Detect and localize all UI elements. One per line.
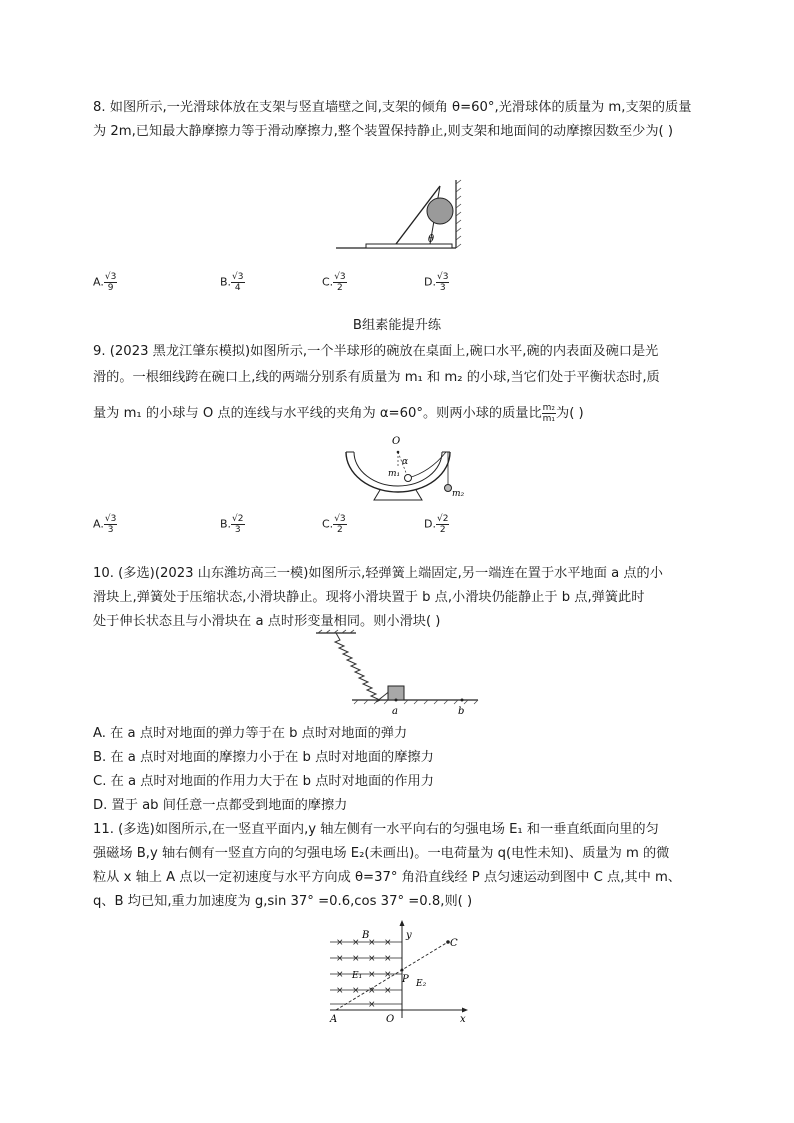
svg-text:×: ×	[368, 970, 376, 980]
q9-alpha-label: α	[402, 457, 409, 467]
q10-option-c[interactable]: C. 在 a 点时对地面的作用力大于在 b 点时对地面的作用力	[93, 774, 434, 789]
q10-a-label: a	[392, 706, 398, 717]
q8-option-d[interactable]: D. $\frac{√3}{3}$	[424, 272, 449, 293]
q11-stem-line4: q、B 均已知,重力加速度为 g,sin 37° =0.6,cos 37° =0.8,则( )	[93, 894, 473, 909]
q8-option-b[interactable]: B. $\frac{√3}{4}$	[220, 272, 244, 293]
svg-text:×: ×	[352, 954, 360, 964]
svg-text:×: ×	[336, 954, 344, 964]
q9-m2-label: m₂	[452, 489, 465, 499]
q10-stem-line2: 滑块上,弹簧处于压缩状态,小滑块静止。现将小滑块置于 b 点,小滑块仍能静止于 b 点,弹簧此时	[93, 590, 645, 605]
q9-option-d[interactable]: D. $\frac{√2}{2}$	[424, 514, 449, 535]
svg-text:×: ×	[368, 954, 376, 964]
q11-P-label: P	[402, 974, 409, 985]
q11-figure	[322, 918, 472, 1025]
section-b-heading: B组素能提升练	[352, 318, 442, 333]
svg-text:×: ×	[384, 970, 392, 980]
q10-option-d[interactable]: D. 置于 ab 间任意一点都受到地面的摩擦力	[93, 798, 348, 813]
q11-B-label: B	[362, 930, 370, 941]
q9-option-a[interactable]: A. $\frac{√3}{3}$	[93, 514, 117, 535]
q11-stem-line2: 强磁场 B,y 轴右侧有一竖直方向的匀强电场 E₂(未画出)。一电荷量为 q(电性未知)、质量为 m 的微	[93, 846, 670, 861]
svg-text:×: ×	[368, 1000, 376, 1010]
q9-stem-line3-b: 为( )	[556, 406, 584, 421]
svg-text:×: ×	[336, 938, 344, 948]
svg-text:×: ×	[368, 986, 376, 996]
q10-option-b[interactable]: B. 在 a 点时对地面的摩擦力小于在 b 点时对地面的摩擦力	[93, 750, 434, 765]
svg-text:×: ×	[336, 986, 344, 996]
svg-text:×: ×	[384, 938, 392, 948]
q9-stem-line3-a: 量为 m₁ 的小球与 O 点的连线与水平线的夹角为 α=60°。则两小球的质量比	[93, 406, 542, 421]
q11-stem-line3: 粒从 x 轴上 A 点以一定初速度与水平方向成 θ=37° 角沿直线经 P 点匀速运动到图中 C 点,其中 m、	[93, 870, 681, 885]
q10-stem-line1: 10. (多选)(2023 山东潍坊高三一模)如图所示,轻弹簧上端固定,另一端连在置于水平地面 a 点的小	[93, 566, 663, 581]
q9-stem-line3	[93, 402, 584, 424]
svg-text:×: ×	[336, 970, 344, 980]
q11-E1-label: E₁	[352, 971, 363, 981]
q11-E2-label: E₂	[416, 979, 427, 989]
q9-mass-ratio: $\frac{\text{m₂}}{\text{m₁}}$	[542, 402, 556, 424]
svg-text:×: ×	[384, 954, 392, 964]
q10-b-label: b	[458, 706, 465, 717]
q9-option-c[interactable]: C. $\frac{√3}{2}$	[322, 514, 346, 535]
q11-A-label: A	[330, 1014, 338, 1025]
q10-stem-line3: 处于伸长状态且与小滑块在 a 点时形变量相同。则小滑块( )	[93, 614, 441, 629]
q8-theta-label: θ	[428, 234, 435, 245]
svg-text:×: ×	[352, 938, 360, 948]
q10-option-a[interactable]: A. 在 a 点时对地面的弹力等于在 b 点时对地面的弹力	[93, 726, 408, 741]
q9-m1-label: m₁	[388, 469, 401, 479]
q8-stem: 8. 如图所示,一光滑球体放在支架与竖直墙壁之间,支架的倾角 θ=60°,光滑球体的质量为 m,支架的质量为 2m,已知最大静摩擦力等于滑动摩擦力,整个装置保持静止,则支架和地面间的动摩擦因数至少为( )	[93, 100, 692, 139]
q11-O-label: O	[386, 1014, 395, 1025]
q9-figure	[340, 434, 465, 506]
q9-stem-line2: 滑的。一根细线跨在碗口上,线的两端分别系有质量为 m₁ 和 m₂ 的小球,当它们处于平衡状态时,质	[93, 370, 660, 385]
q11-y-label: y	[406, 930, 412, 941]
q9-stem-line1: 9. (2023 黑龙江肇东模拟)如图所示,一个半球形的碗放在桌面上,碗口水平,碗的内表面及碗口是光	[93, 344, 659, 359]
q8-option-a[interactable]: A. $\frac{√3}{9}$	[93, 272, 117, 293]
q11-stem-line1: 11. (多选)如图所示,在一竖直平面内,y 轴左侧有一水平向右的匀强电场 E₁ 和一垂直纸面向里的匀	[93, 822, 659, 837]
q8-figure	[334, 178, 462, 252]
q11-x-label: x	[460, 1014, 466, 1025]
svg-text:×: ×	[352, 986, 360, 996]
q10-figure	[312, 630, 482, 716]
q8-option-c[interactable]: C. $\frac{√3}{2}$	[322, 272, 346, 293]
q9-option-b[interactable]: B. $\frac{√2}{3}$	[220, 514, 244, 535]
q9-O-label: O	[392, 436, 401, 447]
q11-C-label: C	[450, 938, 458, 949]
svg-text:×: ×	[368, 938, 376, 948]
svg-text:×: ×	[384, 986, 392, 996]
